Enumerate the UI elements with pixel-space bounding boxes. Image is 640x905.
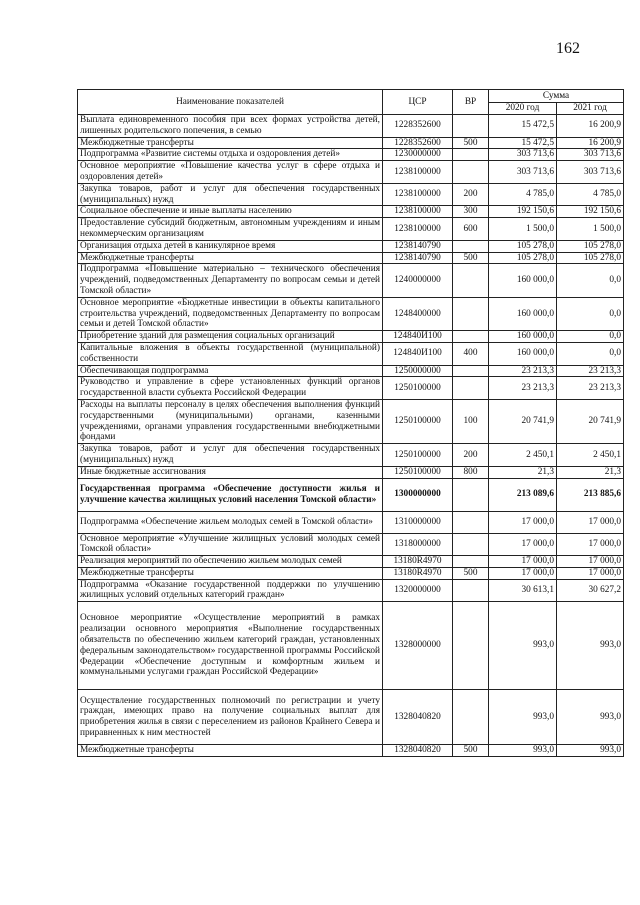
table-row xyxy=(78,137,624,149)
cell-name: Подпрограмма «Развитие системы отдыха и оздоровления детей» xyxy=(78,149,383,161)
header-sum: Сумма xyxy=(489,90,624,103)
header-year-2021: 2021 год xyxy=(557,103,624,115)
cell-csr: 1250100000 xyxy=(383,399,453,443)
cell-sum-2021: 16 200,9 xyxy=(557,115,624,138)
cell-sum-2021: 993,0 xyxy=(557,690,624,745)
cell-name: Межбюджетные трансферты xyxy=(78,137,383,149)
cell-vr xyxy=(453,533,489,556)
table-row xyxy=(78,556,624,568)
cell-csr: 1250000000 xyxy=(383,365,453,377)
cell-name: Государственная программа «Обеспечение доступности жилья и улучшение качества жилищных условий населения Томской области» xyxy=(78,478,383,511)
table-header xyxy=(78,90,624,115)
cell-vr xyxy=(453,264,489,297)
header-vr: ВР xyxy=(453,90,489,115)
cell-sum-2020: 2 450,1 xyxy=(489,444,557,467)
table-row xyxy=(78,466,624,478)
table-row xyxy=(78,567,624,579)
cell-csr: 1328040820 xyxy=(383,745,453,757)
table-row xyxy=(78,602,624,690)
cell-name: Основное мероприятие «Улучшение жилищных условий молодых семей Томской области» xyxy=(78,533,383,556)
cell-sum-2020: 20 741,9 xyxy=(489,399,557,443)
table-row xyxy=(78,297,624,330)
cell-vr: 500 xyxy=(453,745,489,757)
cell-sum-2021: 105 278,0 xyxy=(557,240,624,252)
cell-csr: 1318000000 xyxy=(383,533,453,556)
cell-vr xyxy=(453,556,489,568)
cell-sum-2021: 23 213,3 xyxy=(557,377,624,400)
cell-vr xyxy=(453,297,489,330)
cell-sum-2020: 192 150,6 xyxy=(489,206,557,218)
table-row xyxy=(78,115,624,138)
cell-sum-2020: 23 213,3 xyxy=(489,377,557,400)
cell-vr xyxy=(453,331,489,343)
cell-name: Закупка товаров, работ и услуг для обеспечения государственных (муниципальных) нужд xyxy=(78,183,383,206)
table-row xyxy=(78,342,624,365)
cell-vr: 800 xyxy=(453,466,489,478)
cell-vr xyxy=(453,602,489,690)
cell-sum-2020: 4 785,0 xyxy=(489,183,557,206)
cell-vr xyxy=(453,149,489,161)
table-body xyxy=(78,115,624,757)
cell-sum-2021: 993,0 xyxy=(557,745,624,757)
cell-name: Межбюджетные трансферты xyxy=(78,745,383,757)
cell-vr: 100 xyxy=(453,399,489,443)
table-row xyxy=(78,579,624,602)
cell-name: Расходы на выплаты персоналу в целях обеспечения выполнения функций государственными (муниципальными) органами, казенными учреждениями, органами управления государственными внебюджетными фондами xyxy=(78,399,383,443)
cell-sum-2020: 30 613,1 xyxy=(489,579,557,602)
cell-sum-2020: 17 000,0 xyxy=(489,511,557,533)
cell-csr: 1320000000 xyxy=(383,579,453,602)
cell-sum-2021: 1 500,0 xyxy=(557,218,624,241)
cell-sum-2020: 21,3 xyxy=(489,466,557,478)
cell-name: Организация отдыха детей в каникулярное время xyxy=(78,240,383,252)
cell-sum-2021: 0,0 xyxy=(557,264,624,297)
cell-vr: 600 xyxy=(453,218,489,241)
cell-sum-2021: 17 000,0 xyxy=(557,567,624,579)
table-row xyxy=(78,252,624,264)
table-row xyxy=(78,218,624,241)
cell-sum-2021: 993,0 xyxy=(557,602,624,690)
table-row xyxy=(78,331,624,343)
cell-sum-2020: 303 713,6 xyxy=(489,161,557,184)
cell-csr: 1238140790 xyxy=(383,240,453,252)
cell-sum-2020: 105 278,0 xyxy=(489,240,557,252)
cell-name: Осуществление государственных полномочий по регистрации и учету граждан, имеющих право на получение социальных выплат для приобретения жилья в связи с переселением из районов Крайнего Севера и приравненных к ним местностей xyxy=(78,690,383,745)
cell-vr xyxy=(453,511,489,533)
cell-sum-2020: 303 713,6 xyxy=(489,149,557,161)
cell-vr: 500 xyxy=(453,137,489,149)
budget-table xyxy=(77,89,624,757)
cell-sum-2020: 15 472,5 xyxy=(489,137,557,149)
cell-vr: 200 xyxy=(453,183,489,206)
cell-csr: 13180R4970 xyxy=(383,567,453,579)
cell-name: Социальное обеспечение и иные выплаты населению xyxy=(78,206,383,218)
cell-csr: 1238100000 xyxy=(383,183,453,206)
cell-sum-2020: 17 000,0 xyxy=(489,533,557,556)
table-row xyxy=(78,478,624,511)
cell-sum-2021: 21,3 xyxy=(557,466,624,478)
table-row xyxy=(78,444,624,467)
table-row xyxy=(78,511,624,533)
cell-csr: 1238100000 xyxy=(383,218,453,241)
cell-sum-2020: 17 000,0 xyxy=(489,556,557,568)
table-row xyxy=(78,377,624,400)
cell-vr xyxy=(453,478,489,511)
cell-name: Межбюджетные трансферты xyxy=(78,252,383,264)
table-row xyxy=(78,161,624,184)
table-row xyxy=(78,745,624,757)
cell-sum-2021: 2 450,1 xyxy=(557,444,624,467)
cell-csr: 124840И100 xyxy=(383,342,453,365)
cell-vr xyxy=(453,115,489,138)
cell-sum-2020: 23 213,3 xyxy=(489,365,557,377)
cell-csr: 1310000000 xyxy=(383,511,453,533)
cell-name: Капитальные вложения в объекты государственной (муниципальной) собственности xyxy=(78,342,383,365)
cell-name: Подпрограмма «Обеспечение жильем молодых семей в Томской области» xyxy=(78,511,383,533)
cell-csr: 1250100000 xyxy=(383,377,453,400)
cell-name: Руководство и управление в сфере установленных функций органов государственной власти субъекта Российской Федерации xyxy=(78,377,383,400)
table-row xyxy=(78,240,624,252)
cell-name: Приобретение зданий для размещения социальных организаций xyxy=(78,331,383,343)
cell-name: Подпрограмма «Оказание государственной поддержки по улучшению жилищных условий отдельных категорий граждан» xyxy=(78,579,383,602)
header-name: Наименование показателей xyxy=(78,90,383,115)
table-row xyxy=(78,365,624,377)
cell-sum-2020: 213 089,6 xyxy=(489,478,557,511)
cell-name: Закупка товаров, работ и услуг для обеспечения государственных (муниципальных) нужд xyxy=(78,444,383,467)
table-row xyxy=(78,183,624,206)
cell-vr xyxy=(453,161,489,184)
cell-vr xyxy=(453,240,489,252)
cell-vr xyxy=(453,690,489,745)
cell-vr: 300 xyxy=(453,206,489,218)
cell-sum-2020: 1 500,0 xyxy=(489,218,557,241)
cell-vr xyxy=(453,365,489,377)
cell-csr: 1248400000 xyxy=(383,297,453,330)
cell-sum-2021: 4 785,0 xyxy=(557,183,624,206)
cell-csr: 1250100000 xyxy=(383,444,453,467)
cell-vr: 500 xyxy=(453,567,489,579)
header-year-2020: 2020 год xyxy=(489,103,557,115)
cell-sum-2020: 993,0 xyxy=(489,602,557,690)
table-row xyxy=(78,264,624,297)
cell-sum-2021: 303 713,6 xyxy=(557,161,624,184)
cell-sum-2020: 993,0 xyxy=(489,690,557,745)
cell-sum-2020: 15 472,5 xyxy=(489,115,557,138)
cell-name: Выплата единовременного пособия при всех формах устройства детей, лишенных родительского попечения, в семью xyxy=(78,115,383,138)
cell-name: Обеспечивающая подпрограмма xyxy=(78,365,383,377)
cell-vr xyxy=(453,377,489,400)
cell-sum-2020: 160 000,0 xyxy=(489,297,557,330)
table-row xyxy=(78,690,624,745)
cell-sum-2021: 0,0 xyxy=(557,297,624,330)
cell-sum-2021: 303 713,6 xyxy=(557,149,624,161)
cell-name: Подпрограмма «Повышение материально – технического обеспечения учреждений, подведомственных Департаменту по вопросам семьи и детей Томской области» xyxy=(78,264,383,297)
table-row xyxy=(78,533,624,556)
cell-vr: 200 xyxy=(453,444,489,467)
table-row xyxy=(78,149,624,161)
cell-sum-2020: 993,0 xyxy=(489,745,557,757)
cell-csr: 124840И100 xyxy=(383,331,453,343)
cell-csr: 1250100000 xyxy=(383,466,453,478)
cell-sum-2021: 17 000,0 xyxy=(557,511,624,533)
cell-csr: 1238100000 xyxy=(383,206,453,218)
cell-name: Иные бюджетные ассигнования xyxy=(78,466,383,478)
cell-csr: 1238140790 xyxy=(383,252,453,264)
cell-sum-2021: 30 627,2 xyxy=(557,579,624,602)
page-number: 162 xyxy=(556,40,580,57)
cell-sum-2020: 105 278,0 xyxy=(489,252,557,264)
cell-csr: 1300000000 xyxy=(383,478,453,511)
cell-csr: 1230000000 xyxy=(383,149,453,161)
cell-csr: 1228352600 xyxy=(383,137,453,149)
table-row xyxy=(78,399,624,443)
cell-sum-2021: 23 213,3 xyxy=(557,365,624,377)
cell-csr: 13180R4970 xyxy=(383,556,453,568)
cell-csr: 1238100000 xyxy=(383,161,453,184)
cell-sum-2021: 17 000,0 xyxy=(557,556,624,568)
cell-sum-2021: 213 885,6 xyxy=(557,478,624,511)
cell-name: Межбюджетные трансферты xyxy=(78,567,383,579)
cell-name: Основное мероприятие «Бюджетные инвестиции в объекты капитального строительства учреждений, подведомственных Департаменту по вопросам семьи и детей Томской области» xyxy=(78,297,383,330)
cell-sum-2020: 160 000,0 xyxy=(489,342,557,365)
cell-vr: 400 xyxy=(453,342,489,365)
cell-name: Реализация мероприятий по обеспечению жильем молодых семей xyxy=(78,556,383,568)
cell-sum-2021: 105 278,0 xyxy=(557,252,624,264)
cell-csr: 1328040820 xyxy=(383,690,453,745)
cell-sum-2021: 17 000,0 xyxy=(557,533,624,556)
cell-sum-2021: 192 150,6 xyxy=(557,206,624,218)
cell-sum-2021: 20 741,9 xyxy=(557,399,624,443)
cell-sum-2020: 160 000,0 xyxy=(489,331,557,343)
cell-name: Основное мероприятие «Повышение качества услуг в сфере отдыха и оздоровления детей» xyxy=(78,161,383,184)
cell-csr: 1228352600 xyxy=(383,115,453,138)
cell-csr: 1328000000 xyxy=(383,602,453,690)
table-row xyxy=(78,206,624,218)
cell-sum-2020: 17 000,0 xyxy=(489,567,557,579)
cell-sum-2021: 0,0 xyxy=(557,331,624,343)
cell-vr: 500 xyxy=(453,252,489,264)
cell-sum-2021: 0,0 xyxy=(557,342,624,365)
cell-sum-2021: 16 200,9 xyxy=(557,137,624,149)
header-csr: ЦСР xyxy=(383,90,453,115)
cell-csr: 1240000000 xyxy=(383,264,453,297)
cell-sum-2020: 160 000,0 xyxy=(489,264,557,297)
cell-vr xyxy=(453,579,489,602)
cell-name: Основное мероприятие «Осуществление мероприятий в рамках реализации основного мероприятия «Выполнение государственных обязательств по обеспечению жильем категорий граждан, установленных федеральным законодательством» государственной программы Российской Федерации «Обеспечение доступным и комфортным жильем и коммунальными услугами граждан Российской Федерации» xyxy=(78,602,383,690)
cell-name: Предоставление субсидий бюджетным, автономным учреждениям и иным некоммерческим организациям xyxy=(78,218,383,241)
